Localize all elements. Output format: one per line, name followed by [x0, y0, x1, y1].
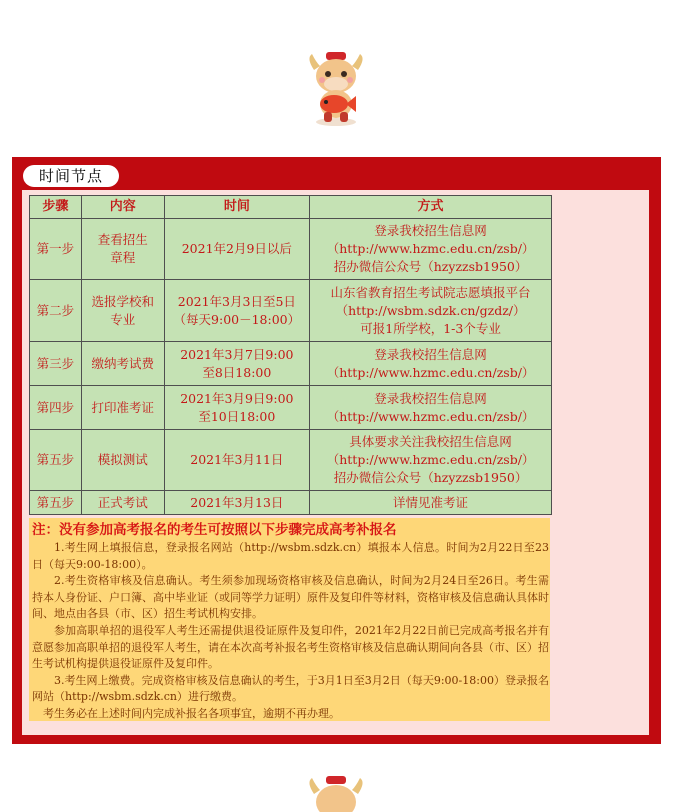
cell-time: 2021年3月13日 [164, 491, 310, 515]
ox-mascot-icon [300, 48, 372, 128]
cell-method: 详情见准考证 [310, 491, 552, 515]
header-method: 方式 [310, 196, 552, 219]
table-row [30, 280, 552, 342]
cell-content: 模拟测试 [81, 430, 164, 491]
cell-method: 登录我校招生信息网 （http://www.hzmc.edu.cn/zsb/） [310, 386, 552, 430]
cell-time: 2021年3月3日至5日 （每天9:00－18:00） [164, 280, 310, 342]
table-header-row [30, 196, 552, 219]
cell-time: 2021年3月9日9:00 至10日18:00 [164, 386, 310, 430]
cell-step: 第三步 [30, 342, 82, 386]
header-step: 步骤 [30, 196, 82, 219]
table-row [30, 491, 552, 515]
cell-step: 第五步 [30, 430, 82, 491]
cell-step: 第五步 [30, 491, 82, 515]
note-paragraph: 2.考生资格审核及信息确认。考生须参加现场资格审核及信息确认，时间为2月24日至26日。考生需持本人身份证、户口簿、高中毕业证（或同等学力证明）原件及复印件等材料，资格审核及信息确认具体时间、地点由各县（市、区）招生考试机构安排。 [32, 574, 549, 621]
cell-content: 选报学校和 专业 [81, 280, 164, 342]
note-title: 注：没有参加高考报名的考生可按照以下步骤完成高考补报名 [32, 522, 397, 538]
note-paragraph: 1.考生网上填报信息，登录报名网站（http://wsbm.sdzk.cn）填报本人信息。时间为2月22日至23日（每天9:00-18:00）。 [32, 541, 549, 571]
cell-method: 山东省教育招生考试院志愿填报平台 （http://wsbm.sdzk.cn/gzdz/） 可报1所学校，1-3个专业 [310, 280, 552, 342]
table-row [30, 386, 552, 430]
cell-content: 打印准考证 [81, 386, 164, 430]
schedule-table [29, 195, 552, 515]
schedule-panel [12, 157, 661, 744]
supplementary-registration-note [29, 518, 550, 721]
table-row [30, 430, 552, 491]
cell-content: 缴纳考试费 [81, 342, 164, 386]
cell-method: 登录我校招生信息网 （http://www.hzmc.edu.cn/zsb/） 招办微信公众号（hzyzzsb1950） [310, 219, 552, 280]
cell-time: 2021年3月7日9:00 至8日18:00 [164, 342, 310, 386]
note-paragraph: 参加高职单招的退役军人考生还需提供退役证原件及复印件，2021年2月22日前已完成高考报名并有意愿参加高职单招的退役军人考生，请在本次高考补报名考生资格审核及信息确认期间向各县（市、区）招生考试机构提供退役证原件及复印件。 [32, 623, 549, 671]
ox-mascot-bottom-icon [300, 772, 372, 812]
table-row [30, 219, 552, 280]
cell-step: 第一步 [30, 219, 82, 280]
cell-step: 第四步 [30, 386, 82, 430]
cell-method: 具体要求关注我校招生信息网 （http://www.hzmc.edu.cn/zsb/） 招办微信公众号（hzyzzsb1950） [310, 430, 552, 491]
table-row [30, 342, 552, 386]
note-paragraph: 3.考生网上缴费。完成资格审核及信息确认的考生，于3月1日至3月2日（每天9:00-18:00）登录报名网站（http://wsbm.sdzk.cn）进行缴费。 [32, 673, 549, 704]
cell-content: 查看招生 章程 [81, 219, 164, 280]
cell-method: 登录我校招生信息网 （http://www.hzmc.edu.cn/zsb/） [310, 342, 552, 386]
section-title: 时间节点 [23, 165, 119, 187]
cell-time: 2021年3月11日 [164, 430, 310, 491]
cell-step: 第二步 [30, 280, 82, 342]
note-paragraph: 考生务必在上述时间内完成补报名各项事宜，逾期不再办理。 [43, 706, 340, 720]
cell-content: 正式考试 [81, 491, 164, 515]
header-time: 时间 [164, 196, 310, 219]
cell-time: 2021年2月9日以后 [164, 219, 310, 280]
header-content: 内容 [81, 196, 164, 219]
